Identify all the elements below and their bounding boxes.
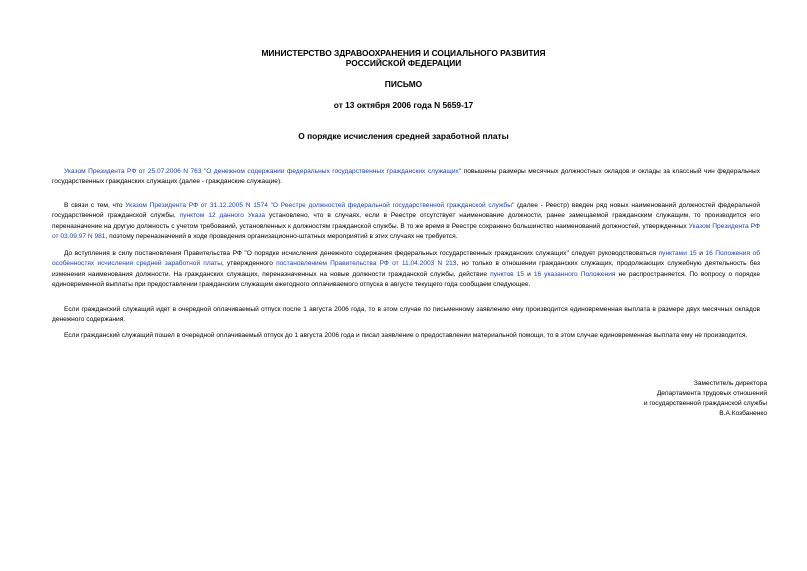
paragraph-text: и (696, 249, 706, 257)
paragraph-5 (52, 331, 760, 342)
paragraph-2 (52, 201, 760, 243)
signature-name: В.А.Козбаненко (719, 410, 767, 417)
signature-position: Заместитель директора (693, 380, 767, 387)
paragraph-text: Если гражданский служащий идет в очередной оплачиваемый отпуск после 1 августа 2006 года, то в этом случае по письменному заявлению ему производится единовременная выплата в размере двух месячных окладов денежного содержания. (52, 305, 760, 324)
link-resolution-213[interactable]: постановлением Правительства РФ от 11.04.2003 N 213 (276, 260, 457, 268)
link-points-15-second[interactable]: пунктов 15 (490, 270, 525, 278)
link-decree-1574[interactable]: Указом Президента РФ от 31.12.2005 N 1574 "О Реестре должностей федеральной государственной гражданской службы" (125, 201, 515, 209)
paragraph-text: До вступления в силу постановления Правительства РФ "О порядке исчисления денежного содержания федеральных государственных гражданских служащих" следует руководствоваться (64, 249, 659, 257)
paragraph-text: , поэтому переназначений в ходе проведения организационно-штатных мероприятий в этих случаях не требуется. (105, 233, 458, 241)
link-regulation-16[interactable]: 16 Положения об особенностях исчисления средней заработной платы (52, 249, 761, 268)
link-decree-763[interactable]: Указом Президента РФ от 25.07.2006 N 763 "О денежном содержании федеральных государственных гражданских служащих" (64, 167, 462, 175)
document-type: ПИСЬМО (384, 79, 423, 89)
paragraph-text: установлено, что в случаях, если в Реестре отсутствует наименование должности, ранее замещаемой гражданским служащим, то производится его переназначение на другую должность с учетом требований, установленных к должностям гражданской службы. В то же время в Реестре сохранено большинство наименований должностей, утвержденных (52, 212, 760, 230)
paragraph-text: (далее - Реестр) введен ряд новых наименований должностей федеральной государственной гражданской службы, (52, 201, 761, 220)
paragraph-text: В связи с тем, что (64, 201, 126, 209)
signature-department-cont: и государственной гражданской службы (643, 400, 767, 407)
ministry-name-line2: РОССИЙСКОЙ ФЕДЕРАЦИИ (345, 58, 462, 68)
document-subject: О порядке исчисления средней заработной платы (298, 131, 509, 141)
signature-department: Департамента трудовых отношений (656, 390, 767, 397)
paragraph-text: и (524, 270, 534, 278)
link-points-15[interactable]: пунктами 15 (658, 249, 697, 257)
document-date-number: от 13 октября 2006 года N 5659-17 (333, 100, 474, 110)
paragraph-1 (52, 167, 760, 188)
link-decree-981[interactable]: Указом Президента РФ от 03.09.97 N 981 (52, 222, 760, 241)
paragraph-text: , утвержденного (222, 260, 277, 268)
paragraph-4 (52, 305, 760, 326)
paragraph-text: , но только в отношении гражданских служащих, продолжающих служебную деятельность без изменения наименования должности. На гражданских служащих, переназначенных на новые должности гражданской службы, действие (52, 260, 760, 278)
paragraph-text: не распространяется. По вопросу о порядке единовременной выплаты при предоставлении гражданским служащим ежегодного оплачиваемого отпуска в августе текущего года сообщаем следующее. (52, 270, 761, 289)
paragraph-text: Если гражданский служащий пошел в очередной оплачиваемый отпуск до 1 августа 2006 года и писал заявление о предоставлении материальной помощи, то в этом случае единовременная выплата ему не производится. (64, 331, 748, 339)
ministry-name-line1: МИНИСТЕРСТВО ЗДРАВООХРАНЕНИЯ И СОЦИАЛЬНОГО РАЗВИТИЯ (261, 48, 546, 58)
link-decree-point-12[interactable]: пунктом 12 данного Указа (179, 212, 266, 220)
link-regulation-16-second[interactable]: 16 указанного Положения (533, 270, 616, 278)
paragraph-text: повышены размеры месячных должностных окладов и оклады за классный чин федеральных государственных гражданских служащих (далее - гражданские служащие). (52, 167, 760, 186)
paragraph-3 (52, 249, 760, 291)
